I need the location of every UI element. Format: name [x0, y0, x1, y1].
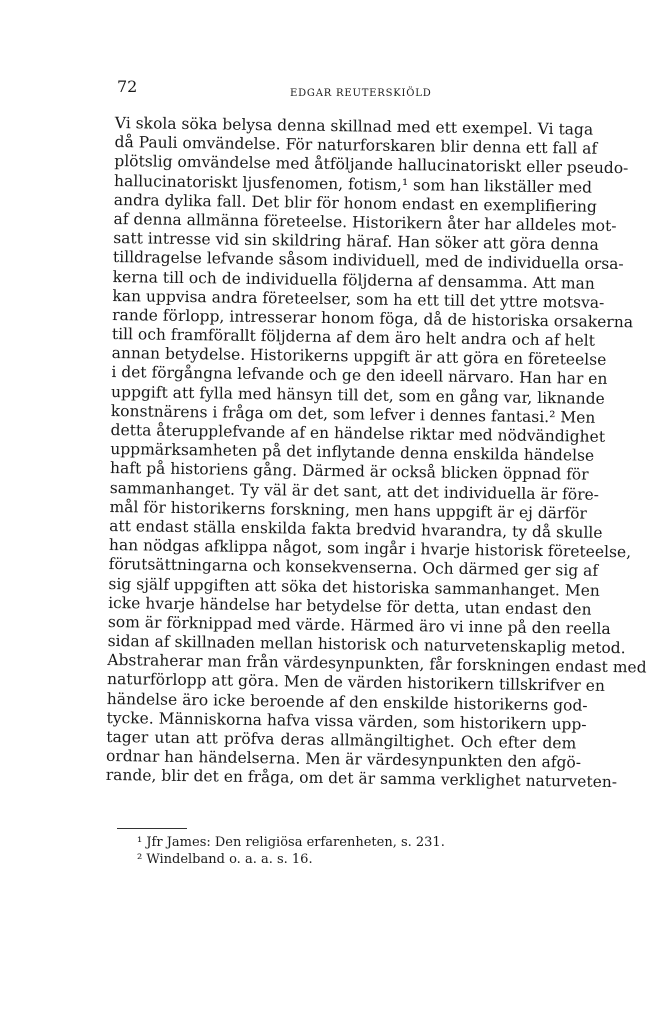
text-line: andra dylika fall. Det blir för honom endast en exemplifiering: [113, 190, 598, 216]
footnotes: [137, 834, 445, 868]
text-line: att endast ställa enskilda fakta bredvid hvarandra, ty då skulle: [109, 516, 603, 542]
text-line: satt intresse vid sin skildring häraf. Han söker att göra denna: [113, 229, 599, 254]
text-line: i det förgångna lefvande och ge den ideell närvaro. Han har en: [111, 363, 608, 389]
running-head: EDGAR REUTERSKIÖLD: [290, 88, 432, 99]
text-line: händelse äro icke beroende af den enskilde historikerns god-: [106, 689, 588, 715]
text-line: uppmärksamheten på det inflytande denna enskilda händelse: [110, 440, 595, 465]
text-line: tilldragelse lefvande såsom individuell, med de individuella orsa-: [112, 248, 624, 274]
text-line: sammanhanget. Ty väl är det sant, att det individuella är före-: [109, 478, 600, 504]
text-line: kerna till och de individuella följderna af densamma. Att man: [112, 267, 595, 293]
text-line: icke hvarje händelse har betydelse för detta, utan endast den: [108, 593, 592, 619]
body-text: [105, 114, 647, 792]
text-line: rande, blir det en fråga, om det är samma verklighet naturveten-: [105, 766, 618, 792]
text-line: som är förknippad med värde. Härmed äro vi inne på den reella: [107, 612, 611, 638]
text-line: hallucinatoriskt ljusfenomen, fotism,¹ som han likställer med: [113, 171, 593, 197]
text-line: sig själf uppgiften att söka det historiska sammanhanget. Men: [108, 574, 600, 600]
text-line: naturförlopp att göra. Men de värden historikern tillskrifver en: [106, 670, 606, 696]
text-line: konstnärens i fråga om det, som lefver i dennes fantasi.² Men: [110, 401, 596, 427]
text-line: annan betydelse. Historikerns uppgift är att göra en företeelse: [111, 344, 607, 370]
text-line: plötslig omvändelse med åtföljande hallucinatoriskt eller pseudo-: [114, 152, 629, 178]
text-line: tager utan att pröfva deras allmängiltighet. Och efter dem: [106, 727, 577, 753]
text-line: då Pauli omvändelse. För naturforskaren blir denna ett fall af: [114, 133, 598, 158]
text-line: ordnar han händelserna. Men är värdesynpunkten den afgö-: [105, 747, 582, 772]
text-line: mål för historikerns forskning, men hans uppgift är ej därför: [109, 497, 588, 523]
footnote: ¹ Jfr James: Den religiösa erfarenheten, s. 231.: [137, 835, 445, 850]
text-line: till och framförallt följderna af dem äro helt andra och af helt: [111, 325, 596, 350]
text-line: Vi skola söka belysa denna skillnad med ett exempel. Vi taga: [114, 114, 594, 139]
text-line: haft på historiens gång. Därmed är också blicken öppnad för: [109, 459, 589, 485]
footnote-divider: [117, 828, 187, 829]
text-line: Abstraherar man från värdesynpunkten, får forskningen endast med: [107, 651, 647, 677]
text-line: han nödgas afklippa något, som ingår i hvarje historisk företeelse,: [108, 536, 632, 562]
text-line: uppgift att fylla med hänsyn till det, som en gång var, liknande: [110, 382, 605, 408]
text-line: kan uppvisa andra företeelser, som ha ett till det yttre motsva-: [112, 286, 605, 312]
text-line: rande förlopp, intresserar honom föga, då de historiska orsakerna: [112, 305, 634, 332]
text-line: af denna allmänna företeelse. Historikern åter har alldeles mot-: [113, 209, 617, 235]
text-line: förutsättningarna och konsekvenserna. Och därmed ger sig af: [108, 555, 599, 581]
page-number: 72: [117, 77, 138, 96]
text-line: detta återupplefvande af en händelse riktar med nödvändighet: [110, 420, 606, 446]
footnote: ² Windelband o. a. a. s. 16.: [137, 852, 313, 867]
text-line: sidan af skillnaden mellan historisk och naturvetenskaplig metod.: [107, 632, 626, 658]
text-line: tycke. Människorna hafva vissa värden, som historikern upp-: [106, 708, 587, 734]
